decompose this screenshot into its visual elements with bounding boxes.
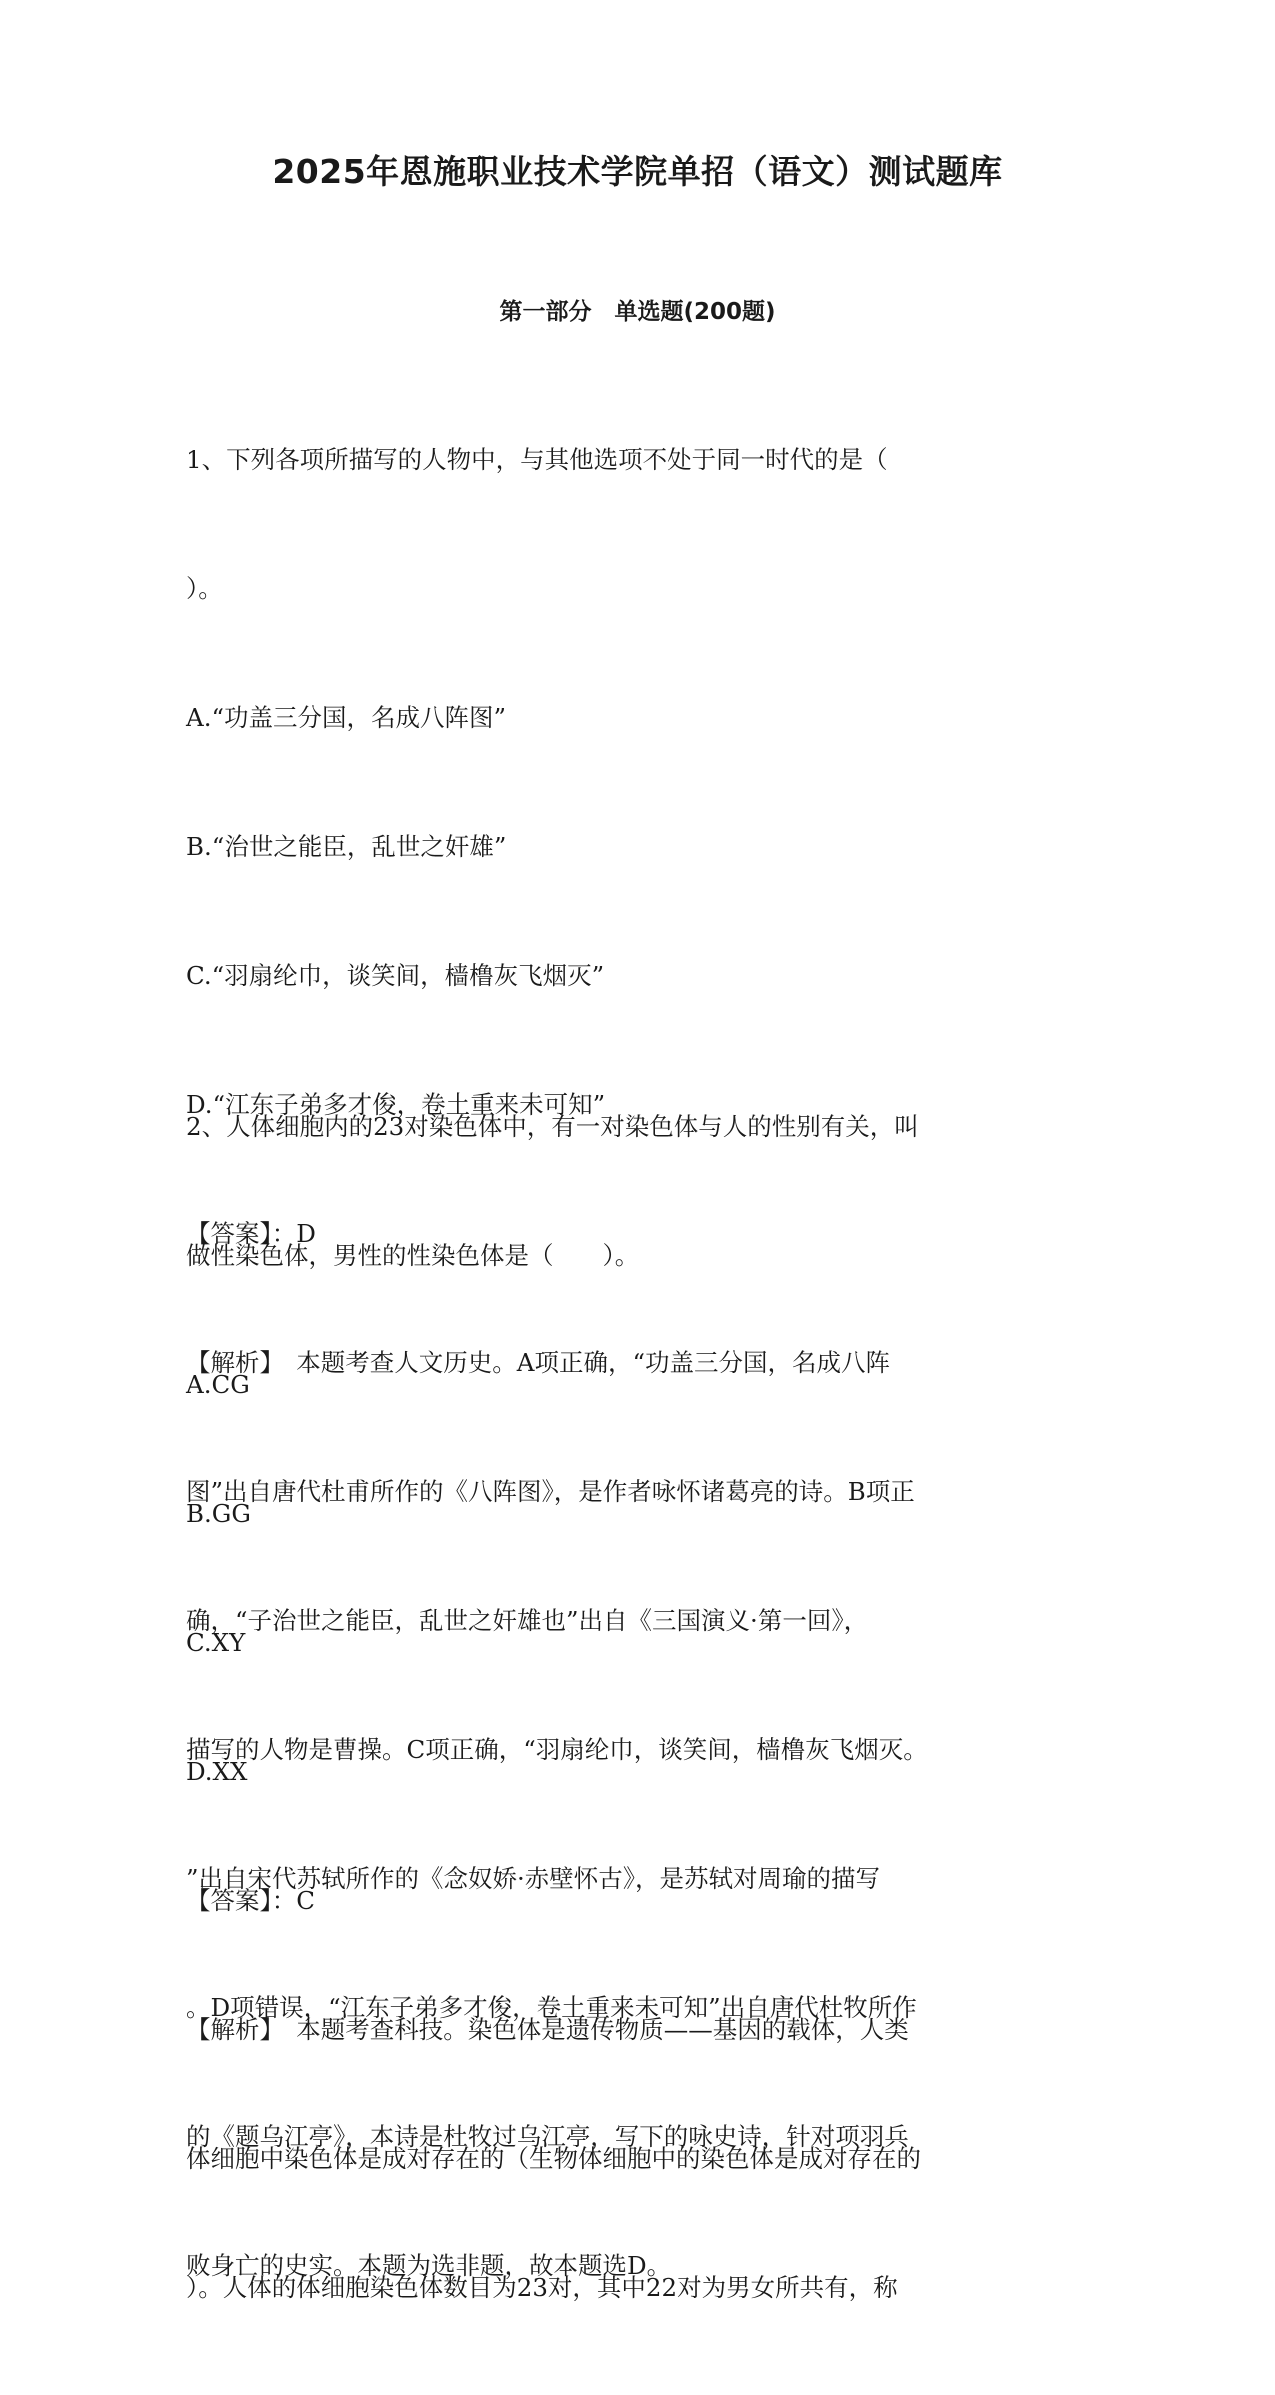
question-2-option-d: D.XX	[186, 1757, 248, 1786]
question-1-analysis-line-2: 图”出自唐代杜甫所作的《八阵图》，是作者咏怀诸葛亮的诗。B项正	[186, 1477, 915, 1506]
question-2-option-a: A.CG	[186, 1370, 250, 1399]
question-1-option-d: D.“江东子弟多才俊，卷土重来未可知”	[186, 1090, 606, 1119]
question-2-option-b: B.GG	[186, 1499, 251, 1528]
question-1-analysis-line-1: 【解析】 本题考查人文历史。A项正确，“功盖三分国，名成八阵	[186, 1348, 890, 1377]
question-2-analysis-line-2: 体细胞中染色体是成对存在的（生物体细胞中的染色体是成对存在的	[186, 2144, 921, 2173]
question-2-stem-line-1: 2、人体细胞内的23对染色体中，有一对染色体与人的性别有关，叫	[186, 1112, 919, 1141]
question-1-analysis-line-6: 。D项错误，“江东子弟多才俊，卷土重来未可知”出自唐代杜牧所作	[186, 1993, 917, 2022]
question-2-analysis-line-3: ）。人体的体细胞染色体数目为23对，其中22对为男女所共有，称	[186, 2273, 898, 2302]
question-2	[186, 1019, 1081, 2395]
question-2-analysis-line-1: 【解析】 本题考查科技。染色体是遗传物质——基因的载体，人类	[186, 2015, 909, 2044]
question-1-analysis-line-8: 败身亡的史实。本题为选非题，故本题选D。	[186, 2251, 672, 2280]
document-title: 2025年恩施职业技术学院单招（语文）测试题库	[272, 152, 1003, 191]
question-1-answer: 【答案】：D	[186, 1219, 316, 1248]
question-1-option-a: A.“功盖三分国，名成八阵图”	[186, 703, 507, 732]
question-1-option-c: C.“羽扇纶巾，谈笑间，樯橹灰飞烟灭”	[186, 961, 605, 990]
question-2-answer: 【答案】：C	[186, 1886, 315, 1915]
question-1-analysis-line-4: 描写的人物是曹操。C项正确，“羽扇纶巾，谈笑间，樯橹灰飞烟灭。	[186, 1735, 928, 1764]
question-2-stem-line-2: 做性染色体，男性的性染色体是（ ）。	[186, 1241, 640, 1270]
question-1-option-b: B.“治世之能臣，乱世之奸雄”	[186, 832, 507, 861]
question-1-analysis-line-7: 的《题乌江亭》，本诗是杜牧过乌江亭，写下的咏史诗，针对项羽兵	[186, 2122, 909, 2151]
question-1-stem-line-1: 1、下列各项所描写的人物中，与其他选项不处于同一时代的是（	[186, 445, 888, 474]
question-2-option-c: C.XY	[186, 1628, 246, 1657]
question-1-analysis-line-3: 确，“子治世之能臣，乱世之奸雄也”出自《三国演义·第一回》，	[186, 1606, 869, 1635]
section-heading: 第一部分 单选题(200题)	[499, 299, 776, 325]
question-1-stem-line-2: ）。	[186, 574, 223, 603]
question-1-analysis-line-5: ”出自宋代苏轼所作的《念奴娇·赤壁怀古》，是苏轼对周瑜的描写	[186, 1864, 881, 1893]
